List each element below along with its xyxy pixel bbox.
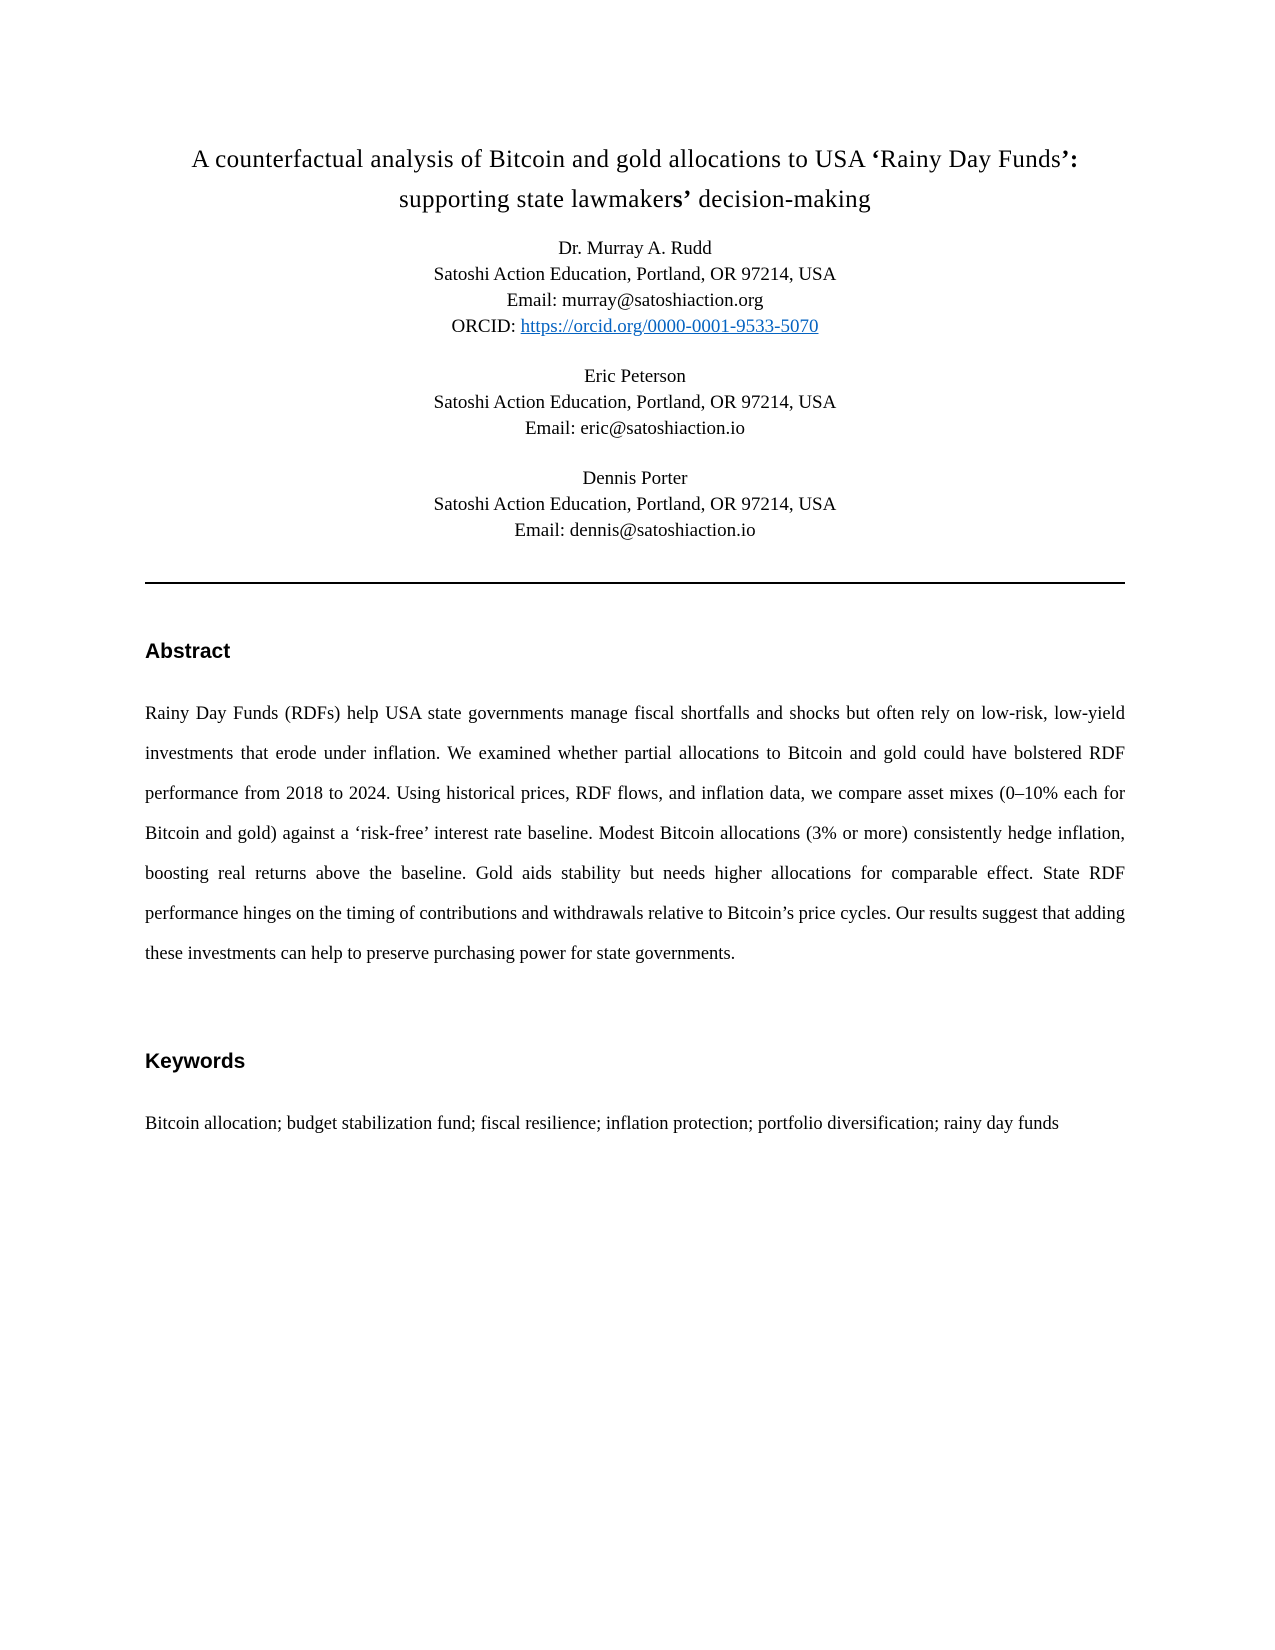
author-block xyxy=(145,466,1125,544)
abstract-text: Rainy Day Funds (RDFs) help USA state governments manage fiscal shortfalls and shocks but often rely on low-risk, low-yield investments that erode under inflation. We examined whether partial allocations to Bitcoin and gold could have bolstered RDF performance from 2018 to 2024. Using historical prices, RDF flows, and inflation data, we compare asset mixes (0–10% each for Bitcoin and gold) against a ‘risk-free’ interest rate baseline. Modest Bitcoin allocations (3% or more) consistently hedge inflation, boosting real returns above the baseline. Gold aids stability but needs higher allocations for comparable effect. State RDF performance hinges on the timing of contributions and withdrawals relative to Bitcoin’s price cycles. Our results suggest that adding these investments can help to preserve purchasing power for state governments. xyxy=(145,704,1125,964)
author-orcid-line xyxy=(145,314,1125,340)
author-name: Dennis Porter xyxy=(582,468,688,489)
author-affiliation: Satoshi Action Education, Portland, OR 97214, USA xyxy=(433,494,837,515)
title-segment: Rainy Day Funds xyxy=(880,146,1062,173)
author-block xyxy=(145,364,1125,442)
title-segment: decision-making xyxy=(691,186,871,213)
title-segment-bold-open-quote: ‘ xyxy=(871,146,881,173)
orcid-label: ORCID: xyxy=(451,316,521,337)
orcid-link[interactable]: https://orcid.org/0000-0001-9533-5070 xyxy=(520,316,819,337)
author-affiliation: Satoshi Action Education, Portland, OR 97214, USA xyxy=(433,264,837,285)
content-column xyxy=(145,0,1125,1144)
paper-title xyxy=(145,140,1125,220)
title-segment-bold-s-apostrophe: s’ xyxy=(672,186,692,213)
author-affiliation: Satoshi Action Education, Portland, OR 97214, USA xyxy=(433,392,837,413)
title-segment-bold-close-quote-colon: ’: xyxy=(1061,146,1079,173)
keywords-heading: Keywords xyxy=(145,1050,246,1073)
author-block xyxy=(145,236,1125,340)
keywords-text: Bitcoin allocation; budget stabilization fund; fiscal resilience; inflation protection; portfolio diversification; rainy day funds xyxy=(145,1114,1059,1134)
author-name: Eric Peterson xyxy=(584,366,686,387)
author-email: Email: eric@satoshiaction.io xyxy=(524,418,746,439)
author-name: Dr. Murray A. Rudd xyxy=(558,238,712,259)
abstract-heading: Abstract xyxy=(145,640,231,663)
title-segment: A counterfactual analysis of Bitcoin and gold allocations to USA xyxy=(191,146,872,173)
title-segment: supporting state lawmaker xyxy=(399,186,673,213)
author-email: Email: dennis@satoshiaction.io xyxy=(514,520,756,541)
author-email: Email: murray@satoshiaction.org xyxy=(506,290,764,311)
separator-rule xyxy=(145,582,1125,584)
